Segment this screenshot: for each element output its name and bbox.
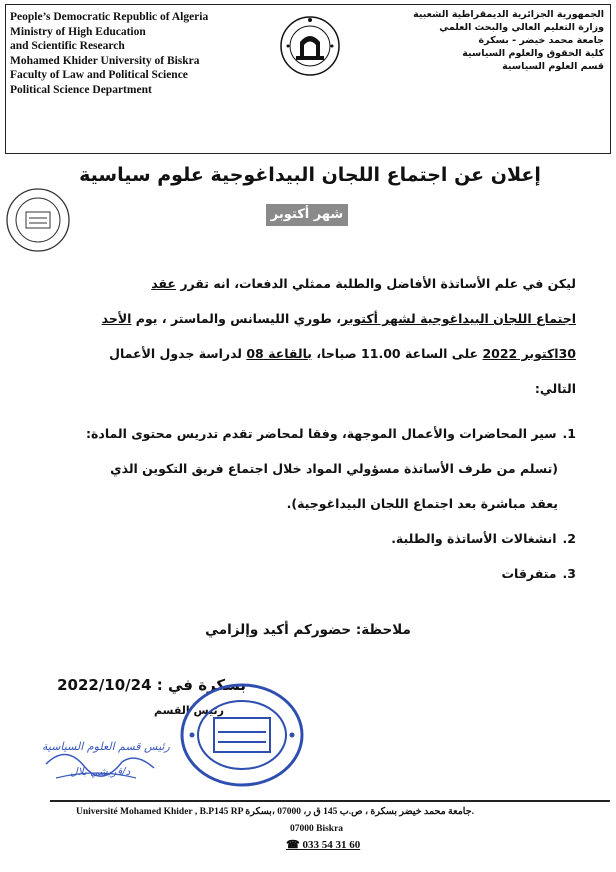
agenda-text: انشغالات الأساتذة والطلبة.: [391, 531, 557, 546]
body-underlined: الأحد: [101, 311, 132, 326]
letterhead-en-line: Mohamed Khider University of Biskra: [10, 54, 200, 67]
letterhead-en-line: Ministry of High Education: [10, 25, 146, 38]
body-line-4: التالي:: [534, 381, 576, 396]
month-badge: شهر أكتوبر: [266, 204, 348, 226]
handwritten-title: رئيس قسم العلوم السياسية: [42, 740, 170, 753]
department-stamp: [178, 680, 306, 790]
letterhead-arabic: [404, 8, 604, 73]
body-underlined: عقد: [151, 276, 176, 291]
letterhead-en-line: Faculty of Law and Political Science: [10, 69, 188, 81]
agenda-item-1-cont: [287, 496, 558, 511]
footer-address: Université Mohamed Khider , B.P145 RP جامعة محمد خيضر بسكرة ، ص.ب 145 ق ر، 07000 ،بسكرة.: [76, 807, 474, 817]
footer-divider: [50, 800, 610, 802]
agenda-item-3: [501, 566, 576, 581]
university-logo: [278, 12, 342, 84]
footer-phone: ☎ 033 54 31 60: [286, 839, 361, 851]
body-underlined: 30اكتوبر 2022: [482, 346, 576, 361]
letterhead-ar-line: كلية الحقوق والعلوم السياسية: [462, 48, 604, 59]
body-underlined: اجتماع اللجان البيداغوجية لشهر أكتوبر: [340, 311, 576, 326]
letterhead-ar-line: جامعة محمد خيضر - بسكرة: [478, 35, 604, 46]
letterhead-english: [10, 10, 250, 97]
agenda-item-1-cont: [110, 461, 558, 476]
agenda-text: (تسلم من طرف الأساتذة مسؤولي المواد خلال اجتماع فريق التكوين الذي: [110, 461, 558, 476]
body-text: لدراسة جدول الأعمال: [109, 346, 242, 361]
letterhead-en-line: Political Science Department: [10, 83, 152, 96]
agenda-number: 2.: [562, 531, 576, 546]
body-line-2: [102, 311, 576, 326]
body-text: ، طوري الليسانس والماستر ، يوم: [135, 311, 341, 326]
announcement-title: إعلان عن اجتماع اللجان البيداغوجية علوم سياسية: [79, 164, 541, 186]
body-line-3: [109, 346, 576, 361]
letterhead-ar-line: الجمهورية الجزائرية الديمقراطية الشعبية: [413, 9, 604, 20]
attendance-note: ملاحظة: حضوركم أكيد وإلزامي: [205, 622, 411, 638]
body-line-1: [151, 276, 576, 291]
letterhead-en-line: People’s Democratic Republic of Algeria: [10, 11, 209, 23]
signature-role: رئيس القسم: [154, 704, 224, 717]
agenda-text: سير المحاضرات والأعمال الموجهة، وفقا لمحاضر تقدم تدريس محتوى المادة:: [86, 426, 557, 441]
letterhead-en-line: and Scientific Research: [10, 40, 125, 52]
agenda-text: متفرقات: [501, 566, 557, 581]
agenda-number: 3.: [562, 566, 576, 581]
department-stamp-small: [4, 186, 72, 254]
handwritten-name: د/قريشي بلال: [70, 766, 131, 778]
agenda-item-1: [86, 426, 576, 441]
footer-city: 07000 Biskra: [290, 824, 344, 834]
letterhead-ar-line: قسم العلوم السياسية: [502, 61, 604, 72]
signature-scribble: [36, 738, 186, 786]
signature-date: بسكرة في : 2022/10/24: [57, 676, 246, 694]
body-text: على الساعة 11.00 صباحا،: [316, 346, 479, 361]
agenda-number: 1.: [562, 426, 576, 441]
agenda-item-2: [391, 531, 576, 546]
letterhead-ar-line: وزارة التعليم العالي والبحث العلمي: [439, 22, 604, 33]
agenda-text: يعقد مباشرة بعد اجتماع اللجان البيداغوجية).: [286, 496, 558, 511]
body-text: ليكن في علم الأساتذة الأفاضل والطلبة ممثلي الدفعات، انه تقرر: [180, 276, 576, 291]
body-underlined: بالقاعة 08: [246, 346, 312, 361]
